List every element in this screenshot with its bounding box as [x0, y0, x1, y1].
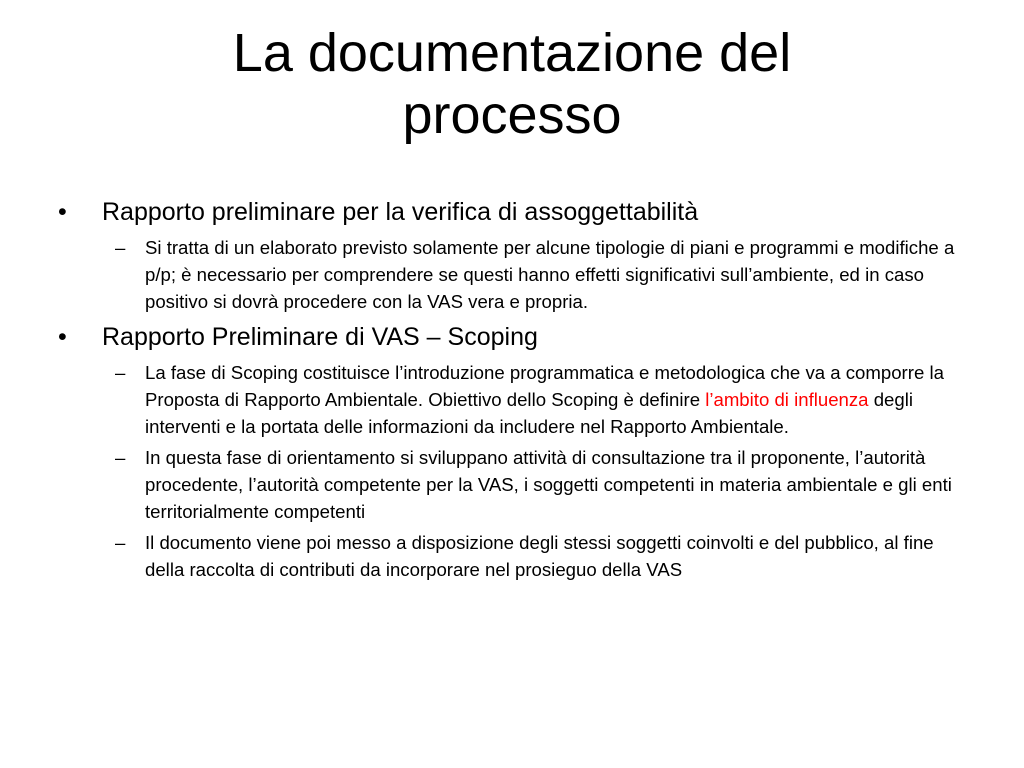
sub-bullet-fase-scoping: [58, 359, 958, 440]
sublist-assoggettabilita: [58, 234, 958, 315]
highlight-ambito-influenza: l’ambito di influenza: [705, 389, 869, 410]
bullet-marker: •: [58, 323, 67, 351]
bullet-text: Rapporto Preliminare di VAS – Scoping: [102, 323, 538, 351]
sub-bullet-text: In questa fase di orientamento si sviluppano attività di consultazione tra il proponente, l’autorità procedente, l’autorità competente per la VAS, i soggetti competenti in materia ambientale e gli enti territorialmente competenti: [145, 447, 952, 522]
sub-bullet-text-after: degli interventi e la portata delle informazioni da includere nel Rapporto Ambientale.: [145, 389, 913, 437]
bullet-text: Rapporto preliminare per la verifica di assoggettabilità: [102, 198, 699, 226]
slide-title-line-2: processo: [402, 85, 622, 145]
sublist-scoping: [58, 359, 958, 583]
dash-marker: –: [115, 447, 126, 468]
bullet-marker: •: [58, 198, 67, 226]
slide-content: [58, 196, 958, 589]
dash-marker: –: [115, 362, 126, 383]
bullet-rapporto-scoping: [58, 321, 958, 353]
dash-marker: –: [115, 237, 126, 258]
sub-bullet-text: Si tratta di un elaborato previsto solamente per alcune tipologie di piani e programmi e modifiche a p/p; è necessario per comprendere se questi hanno effetti significativi sull’ambiente, ed in caso positivo si dovrà procedere con la VAS vera e propria.: [145, 237, 955, 312]
sub-bullet-documento: [58, 529, 958, 583]
dash-marker: –: [115, 532, 126, 553]
sub-bullet-text-before: La fase di Scoping costituisce l’introduzione programmatica e metodologica che va a comporre la Proposta di Rapporto Ambientale. Obiettivo dello Scoping è definire: [145, 362, 944, 410]
bullet-rapporto-assoggettabilita: [58, 196, 958, 228]
slide-title-line-1: La documentazione del: [232, 23, 792, 83]
slide-title: [60, 22, 964, 146]
sub-bullet-elaborato: [58, 234, 958, 315]
sub-bullet-consultazione: [58, 444, 958, 525]
sub-bullet-text: Il documento viene poi messo a disposizione degli stessi soggetti coinvolti e del pubblico, al fine della raccolta di contributi da incorporare nel prosieguo della VAS: [145, 532, 934, 580]
